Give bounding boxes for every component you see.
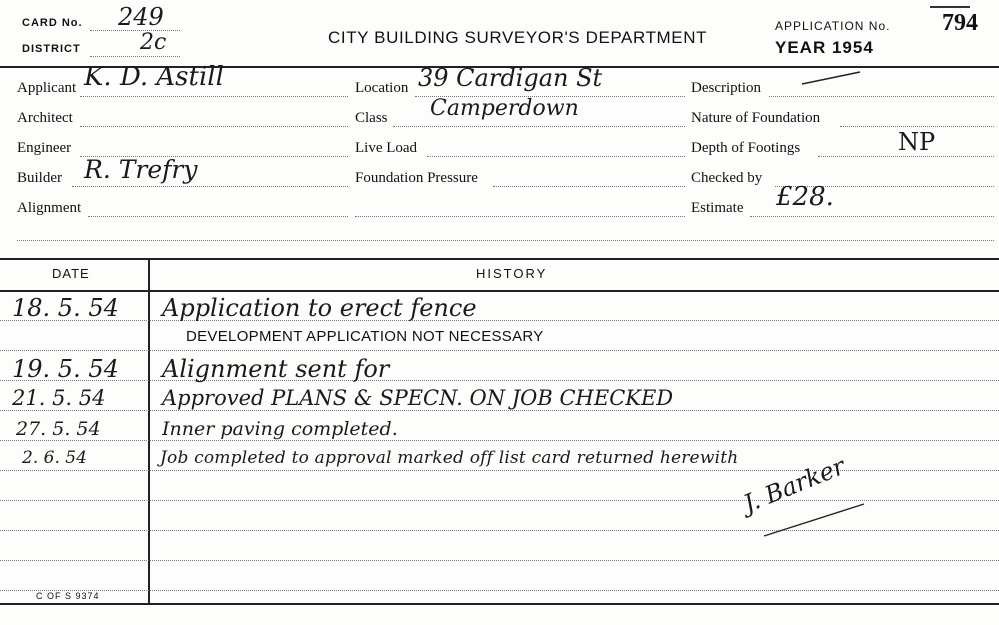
district-line — [90, 56, 180, 57]
builder-value: R. Trefry — [84, 155, 198, 184]
district-value: 2c — [140, 30, 167, 55]
application-no-value: 794 — [942, 10, 978, 36]
class-label: Class — [355, 110, 388, 126]
nature-of-foundation-line — [840, 126, 994, 127]
engineer-label: Engineer — [17, 140, 72, 156]
foundation-pressure-label: Foundation Pressure — [355, 170, 478, 186]
year-label: YEAR 1954 — [775, 38, 874, 57]
depth-of-footings-label: Depth of Footings — [691, 140, 801, 156]
table-bottom-border — [0, 603, 999, 605]
form-code: C OF S 9374 — [36, 591, 100, 601]
live-load-line — [427, 156, 685, 157]
architect-label: Architect — [17, 110, 73, 126]
row-5-entry: Inner paving completed. — [162, 418, 398, 440]
applicant-value: K. D. Astill — [84, 62, 224, 92]
signature: J. Barker — [739, 452, 849, 518]
builder-line — [72, 186, 348, 187]
history-header: HISTORY — [476, 266, 548, 281]
architect-line — [80, 126, 348, 127]
row-4-entry: Approved PLANS & SPECN. ON JOB CHECKED — [162, 386, 674, 410]
foundation-pressure-line — [493, 186, 685, 187]
description-dash-mark — [800, 68, 864, 88]
row-3-entry: Alignment sent for — [162, 355, 390, 383]
alignment-label: Alignment — [17, 200, 82, 216]
applicant-line — [80, 96, 348, 97]
row-1-date: 18. 5. 54 — [12, 294, 119, 322]
row-3-date: 19. 5. 54 — [12, 355, 119, 383]
location-label: Location — [355, 80, 409, 96]
live-load-label: Live Load — [355, 140, 418, 156]
row-4-date: 21. 5. 54 — [12, 386, 106, 410]
row-6-date: 2. 6. 54 — [22, 448, 87, 468]
card-no-label: CARD No. — [22, 17, 83, 29]
row-2-stamp: DEVELOPMENT APPLICATION NOT NECESSARY — [186, 328, 544, 345]
estimate-label: Estimate — [691, 200, 744, 216]
description-line — [769, 96, 994, 97]
builder-label: Builder — [17, 170, 62, 186]
row-6-entry: Job completed to approval marked off list card returned herewith — [160, 448, 739, 468]
class-line — [393, 126, 685, 127]
application-no-label: APPLICATION No. — [775, 19, 891, 33]
np-mark: NP — [898, 128, 936, 156]
estimate-line — [750, 216, 994, 217]
estimate-value: £28. — [776, 182, 834, 212]
district-label: DISTRICT — [22, 43, 81, 55]
checked-by-label: Checked by — [691, 170, 763, 186]
applicant-label: Applicant — [17, 80, 77, 96]
application-mark — [930, 6, 970, 8]
depth-of-footings-line — [818, 156, 994, 157]
row-1-entry: Application to erect fence — [162, 294, 477, 322]
signature-underline — [760, 500, 870, 540]
date-column-divider — [148, 258, 150, 603]
middle-blank-line — [355, 216, 685, 217]
card-no-value: 249 — [118, 3, 164, 31]
date-header: DATE — [52, 266, 90, 281]
nature-of-foundation-label: Nature of Foundation — [691, 110, 821, 126]
alignment-line — [88, 216, 348, 217]
fields-bottom-line — [17, 240, 994, 241]
row-5-date: 27. 5. 54 — [16, 418, 101, 440]
location-value: 39 Cardigan St — [418, 64, 603, 92]
department-title: CITY BUILDING SURVEYOR'S DEPARTMENT — [328, 28, 708, 47]
class-value: Camperdown — [430, 96, 579, 121]
description-label: Description — [691, 80, 761, 96]
